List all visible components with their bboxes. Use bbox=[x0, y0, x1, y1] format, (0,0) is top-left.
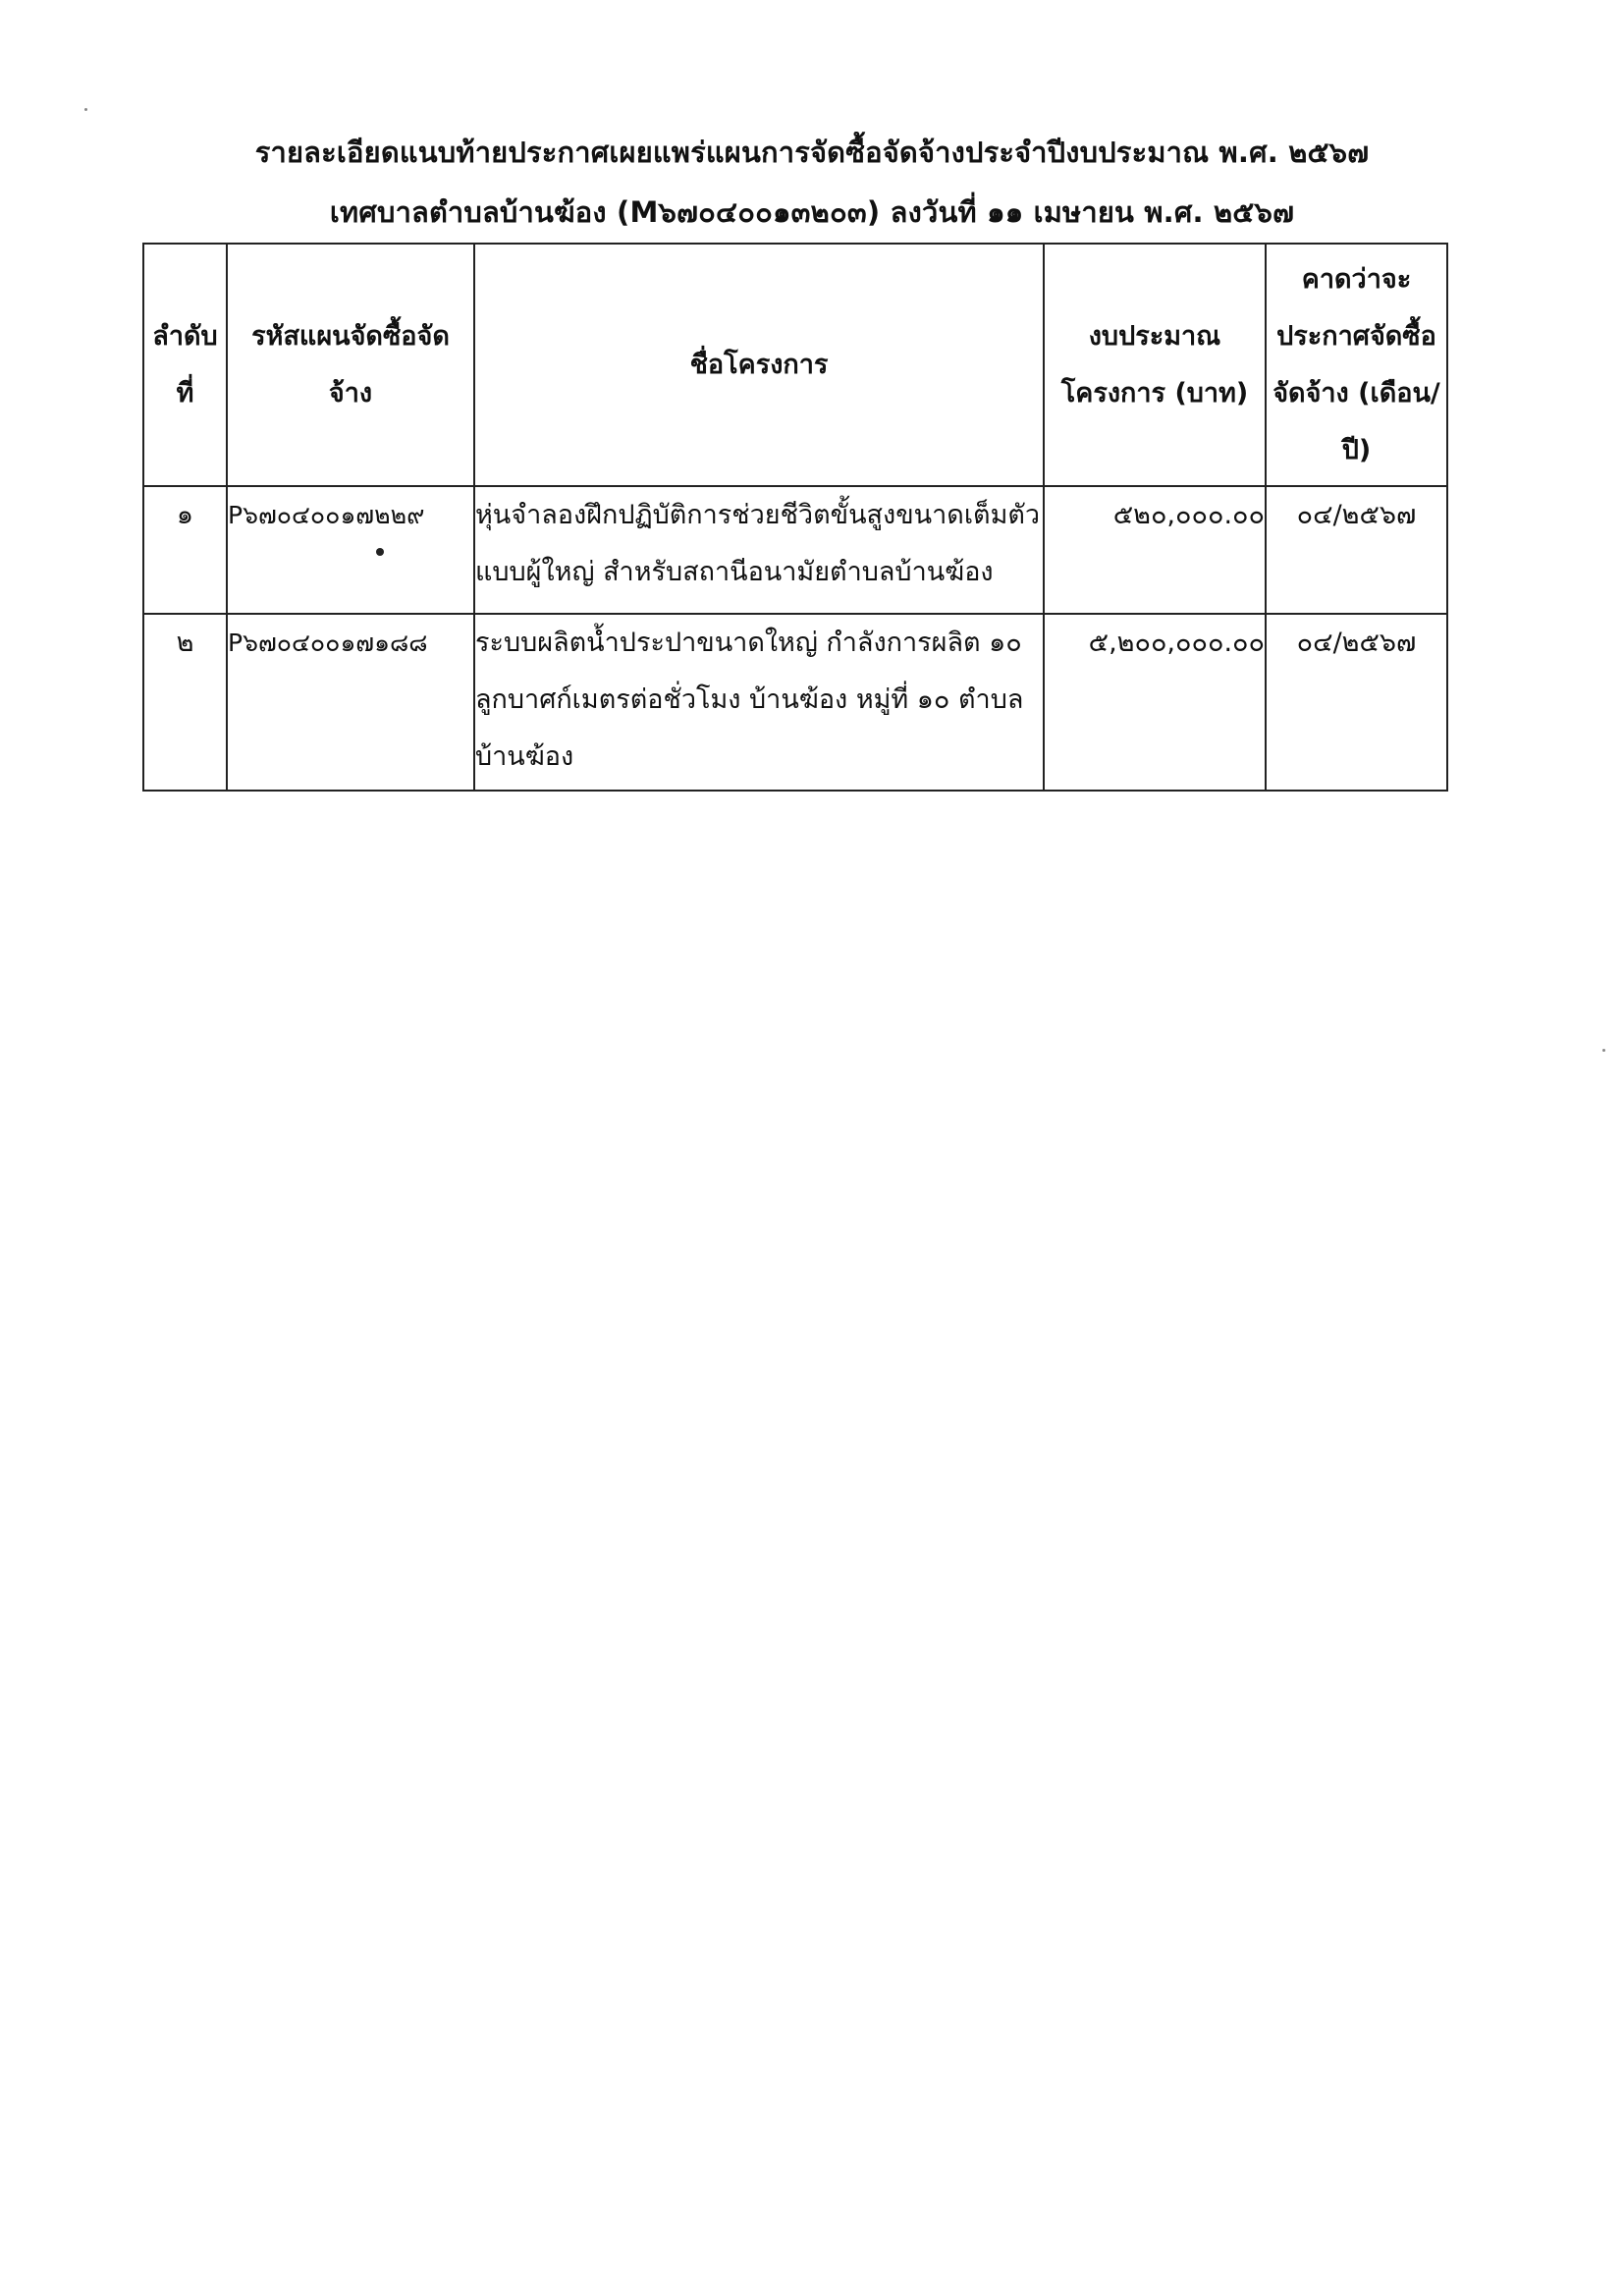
scan-speck bbox=[84, 108, 87, 111]
table-header bbox=[143, 244, 1447, 486]
scan-speck bbox=[376, 548, 384, 556]
scan-speck bbox=[1602, 1049, 1605, 1052]
cell-no: ๑ bbox=[143, 486, 227, 614]
document-title-line-1: รายละเอียดแนบท้ายประกาศเผยแพร่แผนการจัดซื้อจัดจ้างประจำปีงบประมาณ พ.ศ. ๒๕๖๗ bbox=[254, 136, 1370, 169]
procurement-plan-table bbox=[142, 243, 1448, 792]
header-no: ลำดับ ที่ bbox=[143, 244, 227, 486]
cell-expected-month: ๐๔/๒๕๖๗ bbox=[1266, 486, 1447, 614]
header-plan-code: รหัสแผนจัดซื้อจัดจ้าง bbox=[227, 244, 474, 486]
cell-expected-month: ๐๔/๒๕๖๗ bbox=[1266, 614, 1447, 791]
cell-no: ๒ bbox=[143, 614, 227, 791]
cell-project-name: ระบบผลิตน้ำประปาขนาดใหญ่ กำลังการผลิต ๑๐ ลูกบาศก์เมตรต่อชั่วโมง บ้านฆ้อง หมู่ที่ ๑๐ ตำบลบ้านฆ้อง bbox=[474, 614, 1044, 791]
table-row bbox=[143, 486, 1447, 614]
header-project-name: ชื่อโครงการ bbox=[474, 244, 1044, 486]
header-expected-month: คาดว่าจะประกาศจัดซื้อจัดจ้าง (เดือน/ปี) bbox=[1266, 244, 1447, 486]
table-body bbox=[143, 486, 1447, 791]
cell-plan-code: P๖๗๐๔๐๐๑๗๒๒๙ bbox=[227, 486, 474, 614]
header-budget: งบประมาณโครงการ (บาท) bbox=[1044, 244, 1266, 486]
cell-budget: ๕๒๐,๐๐๐.๐๐ bbox=[1044, 486, 1266, 614]
cell-project-name: หุ่นจำลองฝึกปฏิบัติการช่วยชีวิตขั้นสูงขนาดเต็มตัว แบบผู้ใหญ่ สำหรับสถานีอนามัยตำบลบ้านฆ้อง bbox=[474, 486, 1044, 614]
cell-budget: ๕,๒๐๐,๐๐๐.๐๐ bbox=[1044, 614, 1266, 791]
cell-plan-code: P๖๗๐๔๐๐๑๗๑๘๘ bbox=[227, 614, 474, 791]
document-title-line-2: เทศบาลตำบลบ้านฆ้อง (M๖๗๐๔๐๐๑๓๒๐๓) ลงวันที่ ๑๑ เมษายน พ.ศ. ๒๕๖๗ bbox=[329, 195, 1295, 229]
table-row bbox=[143, 614, 1447, 791]
header-row bbox=[143, 244, 1447, 486]
